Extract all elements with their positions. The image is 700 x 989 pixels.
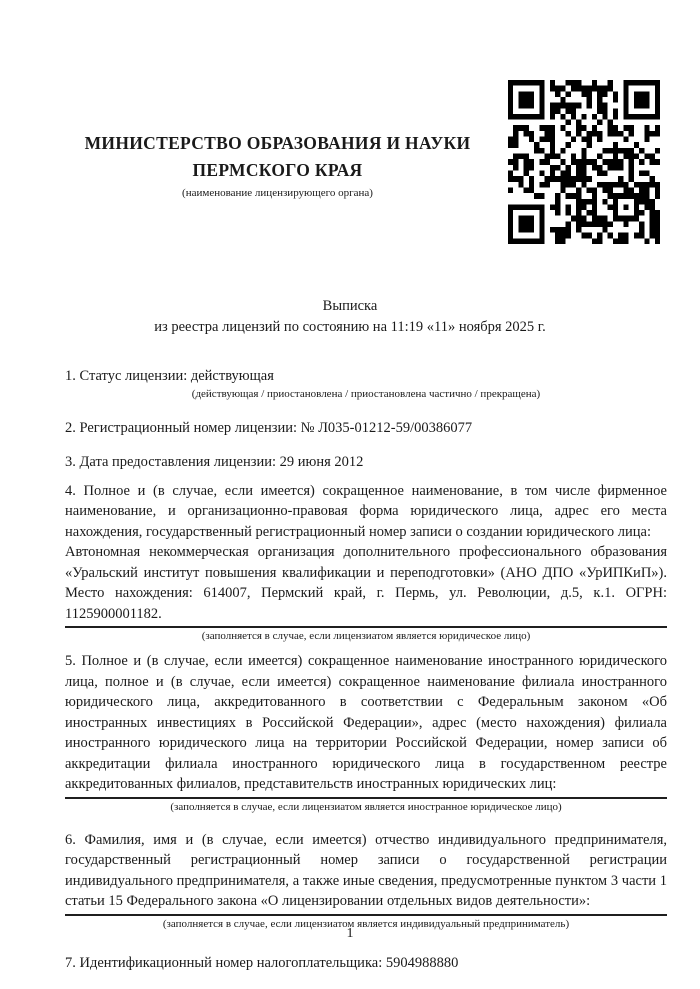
item-3-text: 3. Дата предоставления лицензии: 29 июня 2012 xyxy=(65,454,364,470)
item-5-fill-line xyxy=(65,797,667,799)
item-5-text: 5. Полное и (в случае, если имеется) сокращенное наименование иностранного юридического лица, полное и (в случае, если имеется) сокращенное наименование филиала иностранного юридического лица, аккредитованного в соответствии с Федеральным законом «Об иностранных инвестициях в Российской Федерации», адрес (место нахождения) филиала иностранного юридического лица на территории Российской Федерации, номер записи об аккредитации филиала иностранного юридического лица в государственном реестре аккредитованных филиалов, представительств иностранных юридических лиц: xyxy=(65,653,667,792)
ministry-caption: (наименование лицензирующего органа) xyxy=(182,187,373,199)
item-6-caption: (заполняется в случае, если лицензиатом является индивидуальный предприниматель) xyxy=(162,917,570,930)
item-4-text: 4. Полное и (в случае, если имеется) сокращенное наименование, в том числе фирменное наименование, и организационно-правовая форма юридического лица, адрес его места нахождения, государственный регистрационный номер записи о создании юридического лица: xyxy=(65,482,667,540)
ministry-name-line1: МИНИСТЕРСТВО ОБРАЗОВАНИЯ И НАУКИ xyxy=(84,133,471,153)
item-7-taxpayer-number xyxy=(65,953,667,974)
qr-code-icon xyxy=(508,80,660,244)
qr-code-canvas xyxy=(508,80,660,244)
item-1-text: 1. Статус лицензии: действующая xyxy=(65,368,274,384)
page-number: 1 xyxy=(346,926,354,941)
item-4-fill-line xyxy=(65,626,667,628)
item-3-license-date xyxy=(65,452,667,473)
item-6-text: 6. Фамилия, имя и (в случае, если имеется) отчество индивидуального предпринимателя, государственный регистрационный номер записи о государственной регистрации индивидуального предпринимателя, а также иные сведения, предусмотренные пунктом 3 части 1 статьи 15 Федерального закона «О лицензировании отдельных видов деятельности»: xyxy=(65,831,667,909)
item-5-foreign-entity xyxy=(65,651,667,814)
document-title-line1: Выписка xyxy=(322,298,378,314)
item-6-individual-entrepreneur xyxy=(65,830,667,931)
item-4-value: Автономная некоммерческая организация дополнительного профессионального образования «Уральский институт повышения квалификации и переподготовки» (АНО ДПО «УрИПКиП»). Место нахождения: 614007, Пермский край, г. Пермь, ул. Революции, д.5, к.1. ОГРН: 1125900001182. xyxy=(65,544,667,622)
item-6-fill-line xyxy=(65,914,667,916)
item-2-text: 2. Регистрационный номер лицензии: № Л035-01212-59/00386077 xyxy=(65,419,473,436)
ministry-name-line2: ПЕРМСКОГО КРАЯ xyxy=(192,160,363,180)
item-7-text: 7. Идентификационный номер налогоплательщика: 5904988880 xyxy=(65,954,459,971)
document-title-line2: из реестра лицензий по состоянию на 11:19 «11» ноября 2025 г. xyxy=(154,319,546,335)
item-4-caption: (заполняется в случае, если лицензиатом является юридическое лицо) xyxy=(201,630,531,642)
item-2-registration-number xyxy=(65,418,667,439)
licensing-authority-block xyxy=(65,0,490,200)
item-1-caption: (действующая / приостановлена / приостановлена частично / прекращена) xyxy=(191,387,541,400)
item-4-legal-entity xyxy=(65,481,667,644)
document-title xyxy=(0,296,700,338)
item-1-license-status xyxy=(65,366,667,401)
item-5-caption: (заполняется в случае, если лицензиатом является иностранное юридическое лицо) xyxy=(170,800,562,813)
